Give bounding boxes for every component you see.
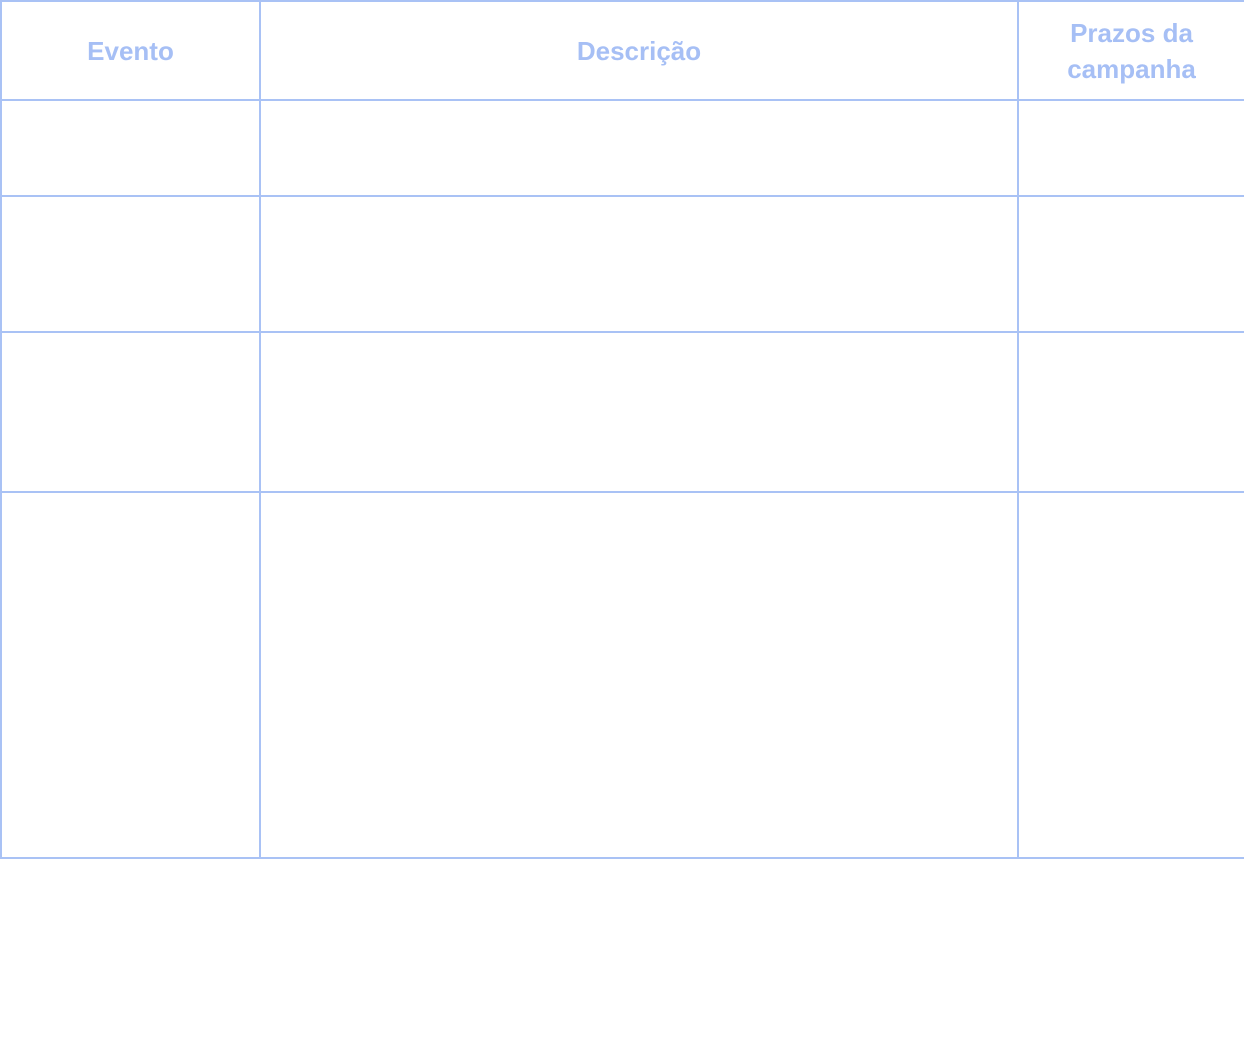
- table-row: [1, 332, 1244, 492]
- header-event: Evento: [1, 1, 260, 100]
- cell-event[interactable]: [1, 196, 260, 332]
- cell-description[interactable]: [260, 196, 1018, 332]
- header-deadline: Prazos da campanha: [1018, 1, 1244, 100]
- header-row: [1, 1, 1244, 100]
- cell-event[interactable]: [1, 100, 260, 196]
- cell-description[interactable]: [260, 492, 1018, 858]
- cell-event[interactable]: [1, 332, 260, 492]
- cell-description[interactable]: [260, 332, 1018, 492]
- cell-description[interactable]: [260, 100, 1018, 196]
- header-description: Descrição: [260, 1, 1018, 100]
- cell-deadline[interactable]: [1018, 332, 1244, 492]
- table-row: [1, 196, 1244, 332]
- cell-event[interactable]: [1, 492, 260, 858]
- cell-deadline[interactable]: [1018, 196, 1244, 332]
- table-row: [1, 100, 1244, 196]
- cell-deadline[interactable]: [1018, 100, 1244, 196]
- cell-deadline[interactable]: [1018, 492, 1244, 858]
- table-row: [1, 492, 1244, 858]
